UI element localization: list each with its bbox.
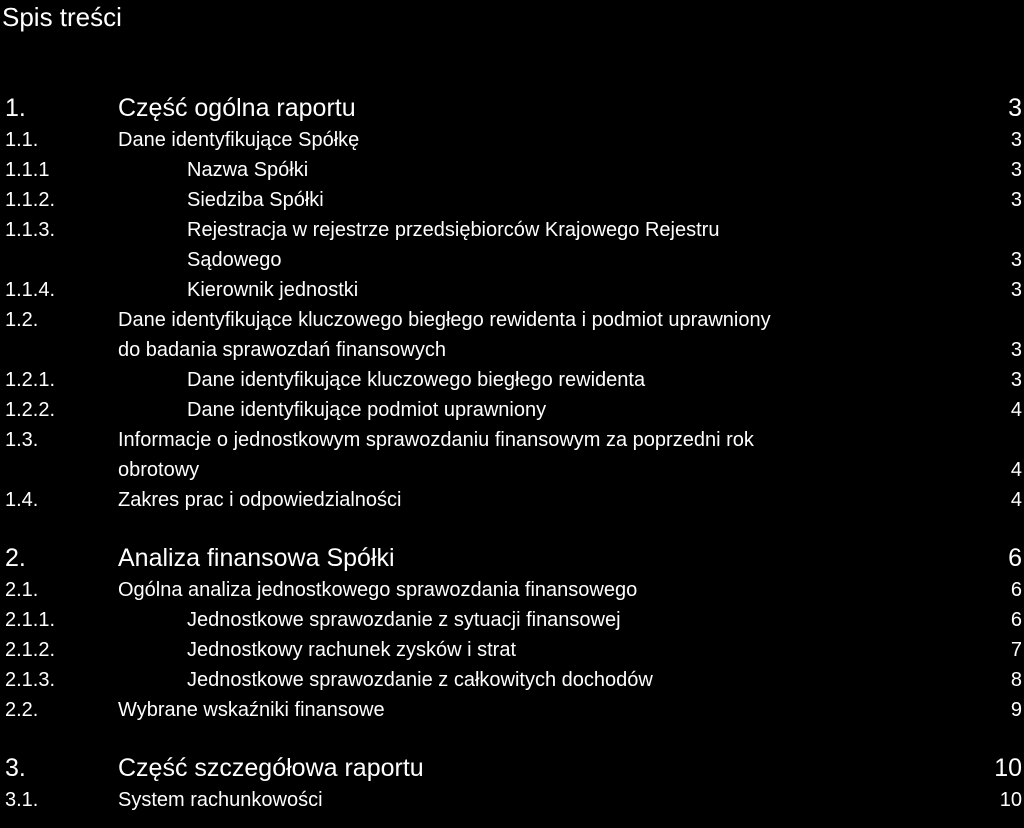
toc-entry-title-line: Rejestracja w rejestrze przedsiębiorców Krajowego Rejestru xyxy=(187,219,720,241)
toc-entry-row[interactable] xyxy=(0,275,1024,305)
toc-entry-number: 3.1. xyxy=(5,789,39,811)
toc-entry-row[interactable] xyxy=(0,695,1024,725)
toc-entry-row[interactable] xyxy=(0,365,1024,395)
section-spacer xyxy=(0,515,1024,541)
toc-entry-number: 2.1.2. xyxy=(5,639,56,661)
toc-entry-number: 2.1.1. xyxy=(5,609,56,631)
toc-entry-page: 4 xyxy=(1010,489,1022,511)
toc-entry-row[interactable] xyxy=(0,395,1024,425)
toc-entry-title xyxy=(118,425,978,485)
toc-entry-number: 1.2.1. xyxy=(5,369,56,391)
toc-entry-page: 8 xyxy=(1010,669,1022,691)
toc-entry-title: Analiza finansowa Spółki xyxy=(118,544,395,572)
toc-entry-page: 4 xyxy=(1010,399,1022,421)
toc-entry-title xyxy=(187,215,947,275)
toc-entry-row[interactable] xyxy=(0,785,1024,815)
toc-entry-number: 2.1. xyxy=(5,579,39,601)
toc-entry-title xyxy=(187,185,947,215)
toc-entry-title-line: Dane identyfikujące Spółkę xyxy=(118,129,360,151)
toc-entry-title xyxy=(118,785,978,815)
toc-entry-number: 1.1.1 xyxy=(5,159,50,181)
toc-entry-number: 2.2. xyxy=(5,699,39,721)
toc-section-row[interactable] xyxy=(0,91,1024,125)
toc-entry-title xyxy=(118,695,978,725)
table-of-contents xyxy=(0,91,1024,815)
toc-entry-row[interactable] xyxy=(0,125,1024,155)
toc-entry-row[interactable] xyxy=(0,215,1024,275)
toc-entry-title-line: Sądowego xyxy=(187,249,282,271)
toc-entry-page: 9 xyxy=(1010,699,1022,721)
toc-entry-page: 3 xyxy=(1010,189,1022,211)
toc-entry-title xyxy=(187,665,947,695)
toc-entry-title-line: Ogólna analiza jednostkowego sprawozdania finansowego xyxy=(118,579,638,601)
toc-entry-title-line: Dane identyfikujące kluczowego biegłego rewidenta xyxy=(187,369,646,391)
toc-entry-number: 1.1.2. xyxy=(5,189,56,211)
toc-entry-row[interactable] xyxy=(0,155,1024,185)
toc-entry-number: 2. xyxy=(5,544,26,572)
toc-entry-page: 3 xyxy=(1010,369,1022,391)
toc-entry-title xyxy=(118,305,978,365)
toc-entry-page: 6 xyxy=(1008,544,1022,572)
toc-entry-title xyxy=(187,605,947,635)
toc-entry-page: 3 xyxy=(1010,129,1022,151)
toc-entry-number: 1.1. xyxy=(5,129,39,151)
toc-section-row[interactable] xyxy=(0,751,1024,785)
toc-entry-title xyxy=(118,125,978,155)
toc-entry-page: 10 xyxy=(994,754,1022,782)
toc-entry-page: 3 xyxy=(1010,159,1022,181)
toc-entry-row[interactable] xyxy=(0,575,1024,605)
toc-entry-title-line: Informacje o jednostkowym sprawozdaniu finansowym za poprzedni rok xyxy=(118,429,754,451)
toc-entry-title-line: Jednostkowy rachunek zysków i strat xyxy=(187,639,517,661)
toc-entry-page: 3 xyxy=(1010,339,1022,361)
toc-entry-number: 1.2. xyxy=(5,309,39,331)
toc-entry-page: 6 xyxy=(1010,579,1022,601)
toc-entry-number: 1.1.3. xyxy=(5,219,56,241)
toc-entry-title: Część szczegółowa raportu xyxy=(118,754,424,782)
toc-entry-number: 1. xyxy=(5,94,26,122)
toc-entry-title-line: Jednostkowe sprawozdanie z sytuacji finansowej xyxy=(187,609,621,631)
toc-entry-row[interactable] xyxy=(0,605,1024,635)
toc-entry-page: 6 xyxy=(1010,609,1022,631)
toc-entry-page: 4 xyxy=(1010,459,1022,481)
toc-section-row[interactable] xyxy=(0,541,1024,575)
toc-entry-title-line: obrotowy xyxy=(118,459,200,481)
toc-entry-page: 3 xyxy=(1010,249,1022,271)
toc-entry-title xyxy=(187,395,947,425)
toc-entry-title-line: Zakres prac i odpowiedzialności xyxy=(118,489,402,511)
toc-entry-page: 3 xyxy=(1008,94,1022,122)
toc-entry-number: 3. xyxy=(5,754,26,782)
toc-entry-row[interactable] xyxy=(0,485,1024,515)
toc-entry-title-line: Jednostkowe sprawozdanie z całkowitych dochodów xyxy=(187,669,653,691)
toc-entry-page: 10 xyxy=(999,789,1022,811)
toc-entry-title-line: Wybrane wskaźniki finansowe xyxy=(118,699,385,721)
toc-entry-page: 3 xyxy=(1010,279,1022,301)
toc-entry-title xyxy=(187,365,947,395)
toc-entry-title-line: Kierownik jednostki xyxy=(187,279,359,301)
toc-entry-page: 7 xyxy=(1010,639,1022,661)
toc-entry-number: 1.1.4. xyxy=(5,279,56,301)
toc-entry-number: 2.1.3. xyxy=(5,669,56,691)
toc-entry-title-line: Dane identyfikujące kluczowego biegłego rewidenta i podmiot uprawniony xyxy=(118,309,771,331)
toc-entry-title: Część ogólna raportu xyxy=(118,94,356,122)
toc-title: Spis treści xyxy=(2,2,122,32)
toc-entry-title xyxy=(187,635,947,665)
toc-entry-number: 1.4. xyxy=(5,489,39,511)
toc-entry-title xyxy=(118,485,978,515)
toc-entry-row[interactable] xyxy=(0,425,1024,485)
toc-entry-title-line: System rachunkowości xyxy=(118,789,323,811)
toc-entry-title-line: Dane identyfikujące podmiot uprawniony xyxy=(187,399,547,421)
toc-entry-title-line: do badania sprawozdań finansowych xyxy=(118,339,446,361)
toc-entry-row[interactable] xyxy=(0,665,1024,695)
toc-entry-title xyxy=(118,575,978,605)
toc-entry-row[interactable] xyxy=(0,635,1024,665)
section-spacer xyxy=(0,725,1024,751)
toc-entry-title xyxy=(187,275,947,305)
toc-entry-number: 1.2.2. xyxy=(5,399,56,421)
toc-entry-title-line: Siedziba Spółki xyxy=(187,189,324,211)
toc-entry-row[interactable] xyxy=(0,305,1024,365)
toc-entry-row[interactable] xyxy=(0,185,1024,215)
toc-entry-number: 1.3. xyxy=(5,429,39,451)
toc-entry-title xyxy=(187,155,947,185)
toc-entry-title-line: Nazwa Spółki xyxy=(187,159,309,181)
